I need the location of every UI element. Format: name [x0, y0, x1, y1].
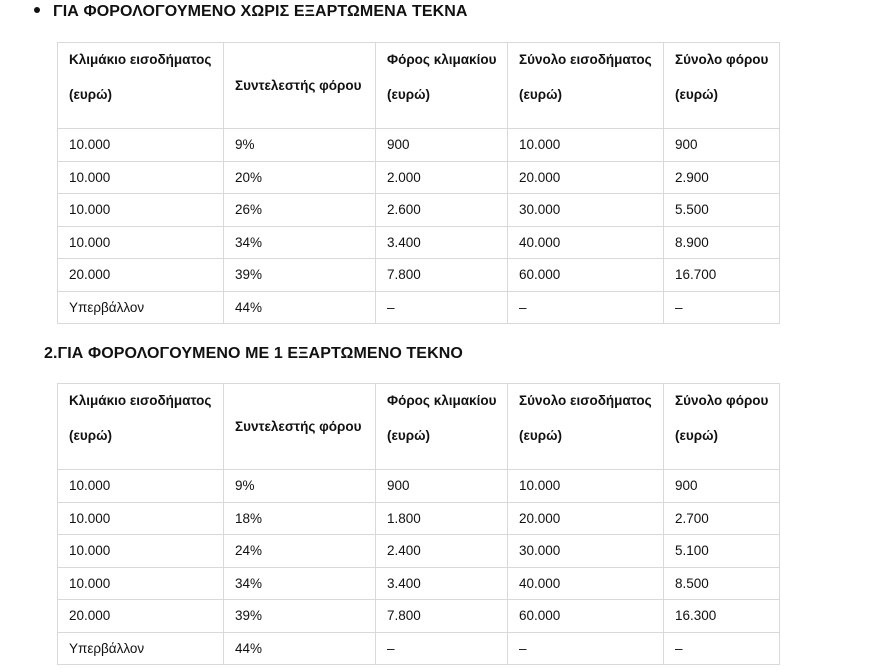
- cell-total-tax: 5.100: [664, 535, 780, 568]
- table-row: [58, 226, 780, 259]
- table-row: [58, 535, 780, 568]
- cell-tax-rate: 34%: [224, 226, 376, 259]
- tax-table-one-child: [57, 383, 780, 665]
- cell-total-tax: 2.700: [664, 502, 780, 535]
- cell-total-tax: 16.300: [664, 600, 780, 633]
- header-income-bracket: Κλιμάκιο εισοδήματος (ευρώ): [58, 384, 224, 470]
- section-title: ΓΙΑ ΦΟΡΟΛΟΓΟΥΜΕΝΟ ΧΩΡΙΣ ΕΞΑΡΤΩΜΕΝΑ ΤΕΚΝΑ: [53, 3, 468, 20]
- table-row: [58, 600, 780, 633]
- cell-total-tax: 900: [664, 470, 780, 503]
- cell-tax-rate: 20%: [224, 161, 376, 194]
- cell-income-bracket: 10.000: [58, 470, 224, 503]
- table-row: [58, 259, 780, 292]
- table-header-row: [58, 43, 780, 129]
- tax-table-no-children: [57, 42, 780, 324]
- cell-total-income: 30.000: [508, 194, 664, 227]
- section-heading-one-child: [44, 345, 463, 363]
- cell-bracket-tax: 900: [376, 470, 508, 503]
- cell-total-income: 20.000: [508, 161, 664, 194]
- header-bracket-tax: Φόρος κλιμακίου (ευρώ): [376, 43, 508, 129]
- cell-total-tax: –: [664, 632, 780, 665]
- header-tax-rate: Συντελεστής φόρου: [224, 43, 376, 129]
- cell-bracket-tax: 7.800: [376, 600, 508, 633]
- cell-total-tax: –: [664, 291, 780, 324]
- cell-bracket-tax: –: [376, 291, 508, 324]
- cell-income-bracket: 10.000: [58, 194, 224, 227]
- cell-bracket-tax: 2.000: [376, 161, 508, 194]
- cell-income-bracket: 10.000: [58, 161, 224, 194]
- cell-bracket-tax: 2.400: [376, 535, 508, 568]
- cell-bracket-tax: 3.400: [376, 567, 508, 600]
- cell-tax-rate: 18%: [224, 502, 376, 535]
- table-row: [58, 194, 780, 227]
- header-bracket-tax: Φόρος κλιμακίου (ευρώ): [376, 384, 508, 470]
- cell-total-income: 40.000: [508, 567, 664, 600]
- header-total-tax: Σύνολο φόρου (ευρώ): [664, 384, 780, 470]
- header-income-bracket: Κλιμάκιο εισοδήματος (ευρώ): [58, 43, 224, 129]
- table-row: [58, 470, 780, 503]
- cell-income-bracket: 20.000: [58, 259, 224, 292]
- cell-total-tax: 2.900: [664, 161, 780, 194]
- cell-total-income: 60.000: [508, 600, 664, 633]
- cell-total-income: 10.000: [508, 470, 664, 503]
- cell-total-income: –: [508, 632, 664, 665]
- cell-bracket-tax: 7.800: [376, 259, 508, 292]
- cell-bracket-tax: 900: [376, 129, 508, 162]
- cell-total-tax: 8.500: [664, 567, 780, 600]
- cell-total-income: 40.000: [508, 226, 664, 259]
- table-row: [58, 291, 780, 324]
- cell-tax-rate: 34%: [224, 567, 376, 600]
- table-row: [58, 161, 780, 194]
- bullet-icon: [34, 7, 40, 13]
- cell-income-bracket: 10.000: [58, 535, 224, 568]
- cell-total-tax: 16.700: [664, 259, 780, 292]
- table-row: [58, 129, 780, 162]
- cell-bracket-tax: –: [376, 632, 508, 665]
- cell-total-income: 30.000: [508, 535, 664, 568]
- cell-income-bracket: 10.000: [58, 226, 224, 259]
- cell-total-tax: 900: [664, 129, 780, 162]
- header-total-income: Σύνολο εισοδήματος (ευρώ): [508, 384, 664, 470]
- cell-tax-rate: 39%: [224, 259, 376, 292]
- cell-total-income: –: [508, 291, 664, 324]
- cell-income-bracket: Υπερβάλλον: [58, 632, 224, 665]
- cell-income-bracket: 20.000: [58, 600, 224, 633]
- header-total-tax: Σύνολο φόρου (ευρώ): [664, 43, 780, 129]
- cell-bracket-tax: 2.600: [376, 194, 508, 227]
- cell-total-income: 10.000: [508, 129, 664, 162]
- cell-tax-rate: 44%: [224, 291, 376, 324]
- header-tax-rate: Συντελεστής φόρου: [224, 384, 376, 470]
- cell-tax-rate: 24%: [224, 535, 376, 568]
- cell-income-bracket: Υπερβάλλον: [58, 291, 224, 324]
- cell-tax-rate: 39%: [224, 600, 376, 633]
- cell-tax-rate: 44%: [224, 632, 376, 665]
- cell-bracket-tax: 3.400: [376, 226, 508, 259]
- table-row: [58, 502, 780, 535]
- cell-income-bracket: 10.000: [58, 502, 224, 535]
- cell-bracket-tax: 1.800: [376, 502, 508, 535]
- cell-total-tax: 8.900: [664, 226, 780, 259]
- section-title: 2.ΓΙΑ ΦΟΡΟΛΟΓΟΥΜΕΝΟ ΜΕ 1 ΕΞΑΡΤΩΜΕΝΟ ΤΕΚΝΟ: [44, 345, 463, 362]
- header-total-income: Σύνολο εισοδήματος (ευρώ): [508, 43, 664, 129]
- cell-income-bracket: 10.000: [58, 567, 224, 600]
- cell-tax-rate: 9%: [224, 470, 376, 503]
- cell-total-income: 60.000: [508, 259, 664, 292]
- cell-total-tax: 5.500: [664, 194, 780, 227]
- cell-total-income: 20.000: [508, 502, 664, 535]
- section-heading-no-children: [34, 3, 468, 21]
- table-row: [58, 567, 780, 600]
- cell-tax-rate: 9%: [224, 129, 376, 162]
- cell-income-bracket: 10.000: [58, 129, 224, 162]
- table-row: [58, 632, 780, 665]
- table-header-row: [58, 384, 780, 470]
- cell-tax-rate: 26%: [224, 194, 376, 227]
